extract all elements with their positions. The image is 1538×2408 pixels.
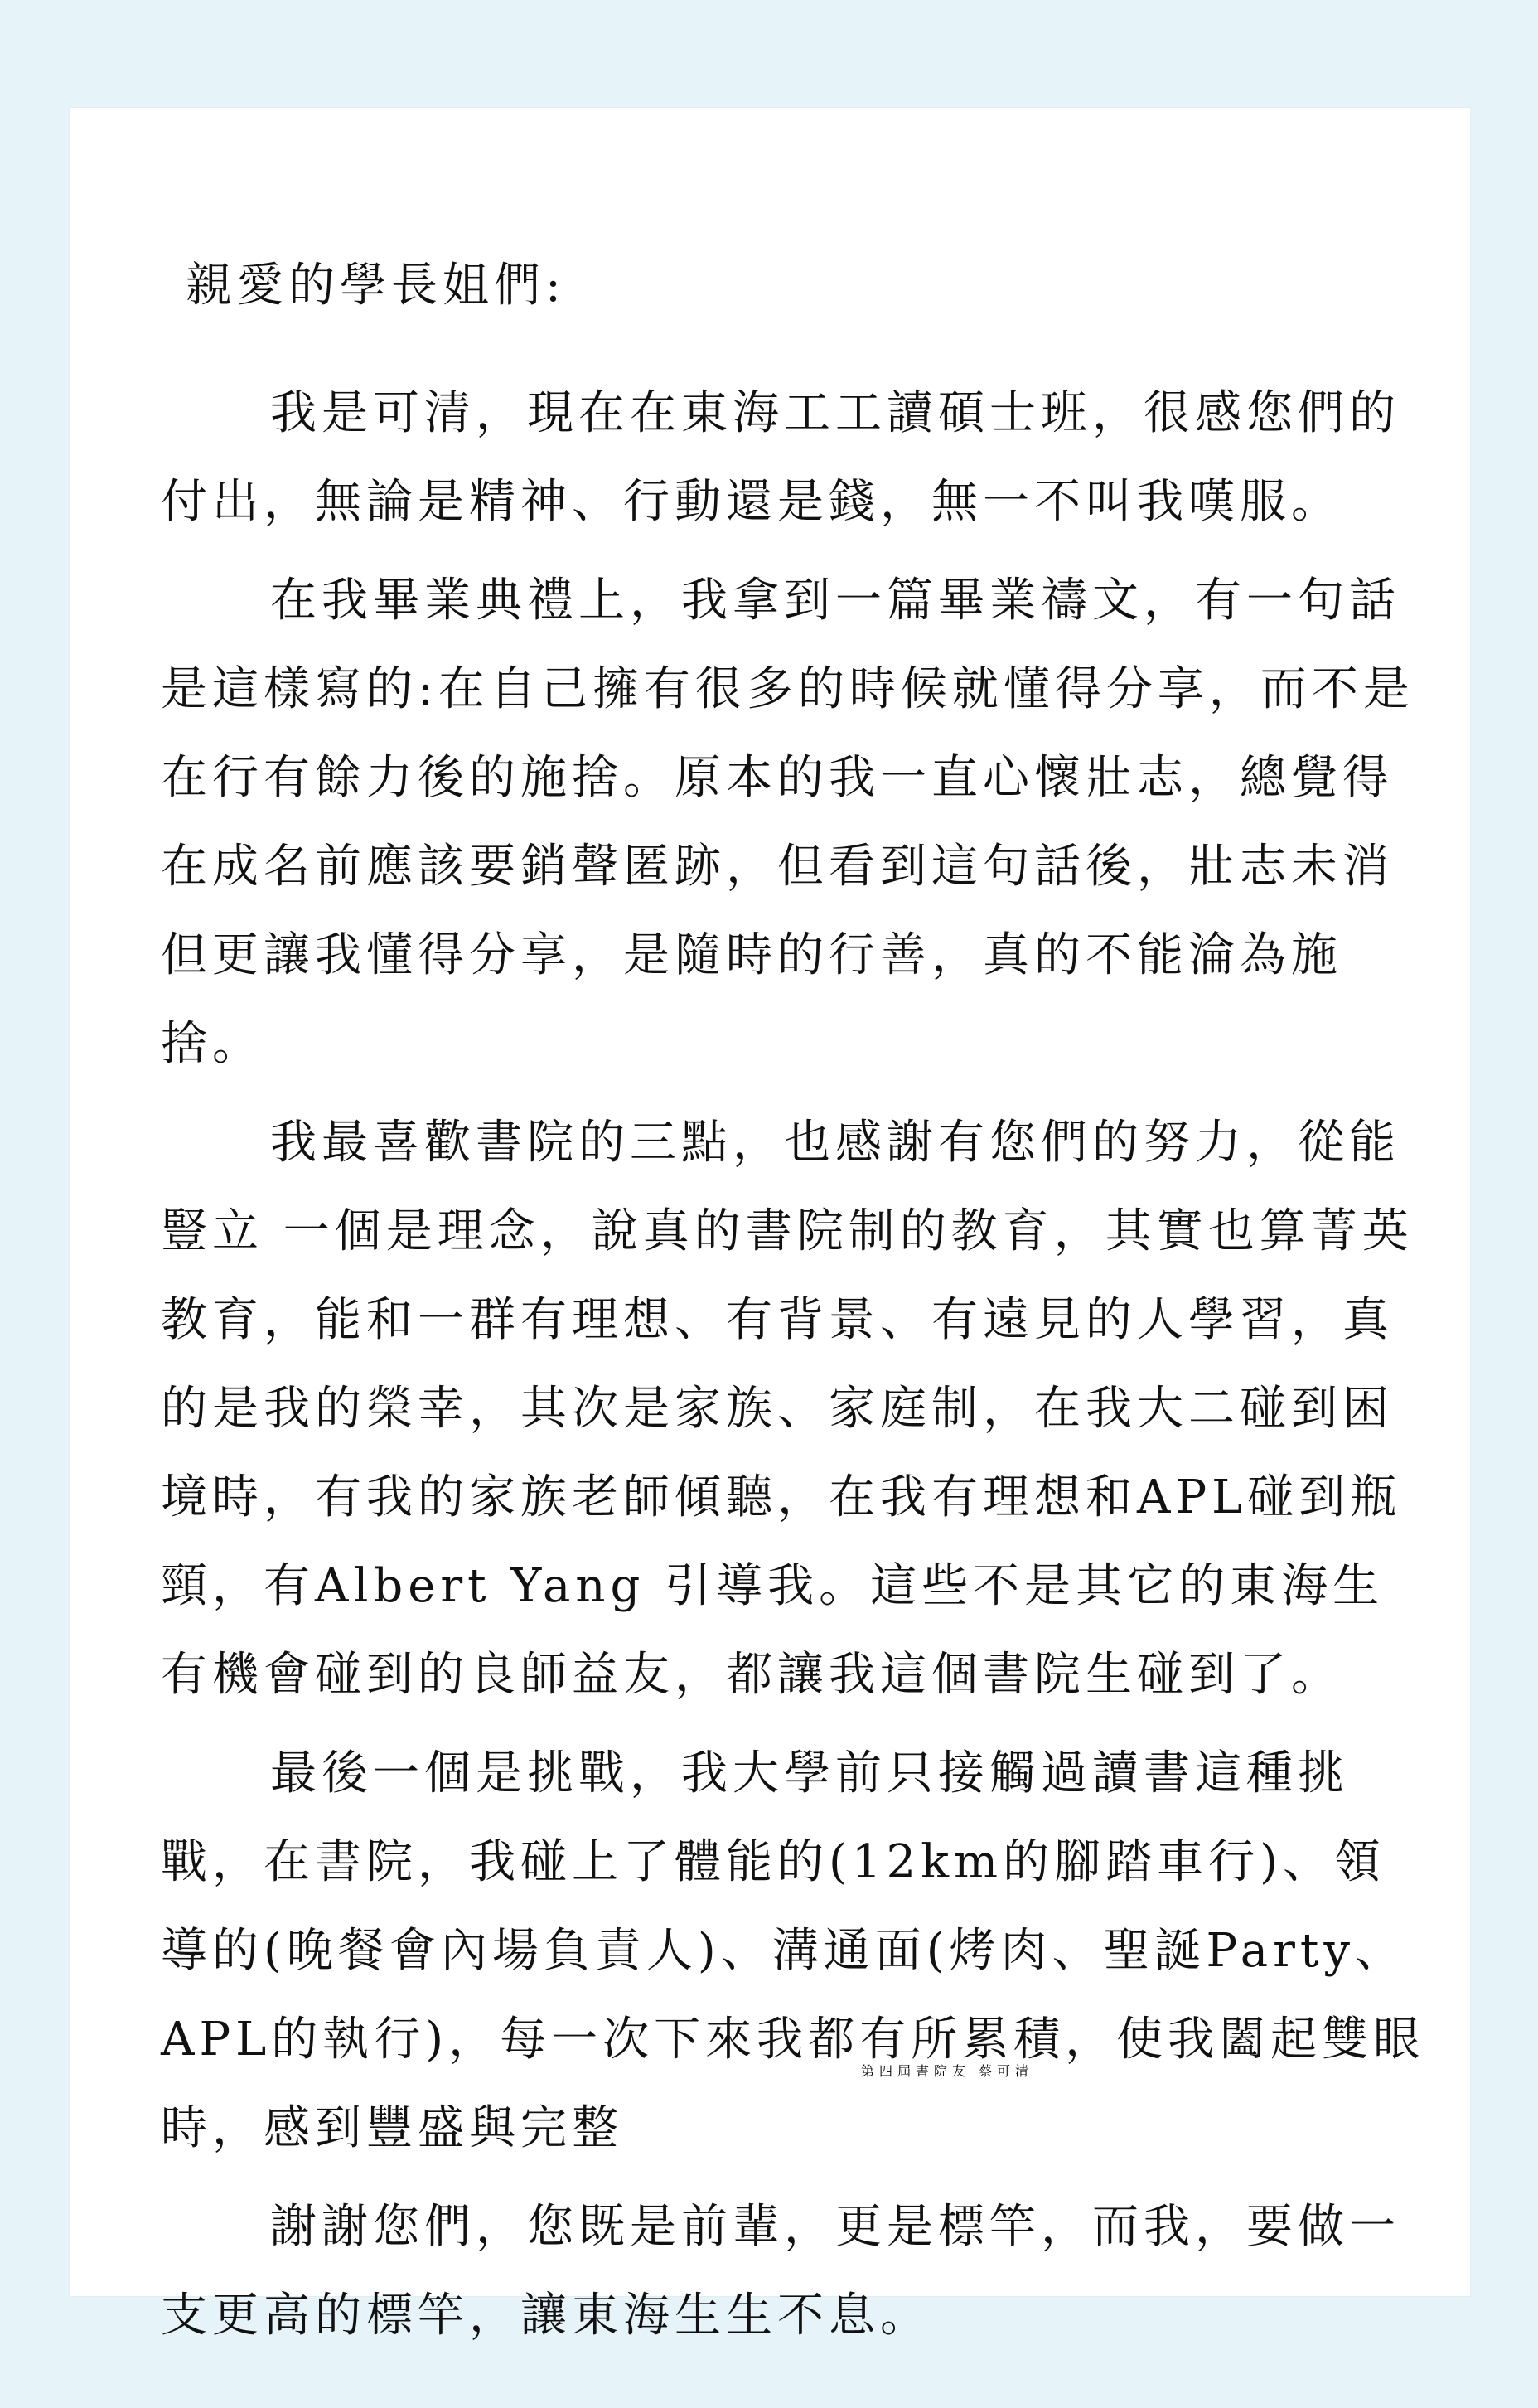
paragraph-three-points: 我最喜歡書院的三點，也感謝有您們的努力，從能豎立 一個是理念，說真的書院制的教育，其實也算菁英教育，能和一群有理想、有背景、有遠見的人學習，真的是我的榮幸，其次是家族、家庭制，在我大二碰到困境時，有我的家族老師傾聽，在我有理想和APL碰到瓶頸，有Albert Yang 引導我。這些不是其它的東海生有機會碰到的良師益友，都讓我這個書院生碰到了。 bbox=[161, 1116, 1414, 1702]
letter-sheet bbox=[70, 108, 1470, 2343]
letter-body bbox=[161, 240, 1429, 2370]
salutation: 親愛的學長姐們: bbox=[186, 259, 566, 313]
paragraph-thanks: 謝謝您們，您既是前輩，更是標竿，而我，要做一支更高的標竿，讓東海生生不息。 bbox=[161, 2200, 1400, 2343]
paragraph-graduation: 在我畢業典禮上，我拿到一篇畢業禱文，有一句話是這樣寫的:在自己擁有很多的時候就懂得分享，而不是在行有餘力後的施捨。原本的我一直心懷壯志，總覺得在成名前應該要銷聲匿跡，但看到這句話後，壯志未消但更讓我懂得分享，是隨時的行善，真的不能淪為施捨。 bbox=[161, 574, 1415, 1071]
signature: 第四屆書院友 蔡可清 bbox=[861, 2065, 1034, 2079]
paragraph-challenge: 最後一個是挑戰，我大學前只接觸過讀書這種挑戰，在書院，我碰上了體能的(12km的腳踏車行)、領導的(晚餐會內場負責人)、溝通面(烤肉、聖誕Party、APL的執行)，每一次下來我都有所累積，使我闔起雙眼時，感到豐盛與完整 bbox=[161, 1747, 1425, 2155]
paragraph-introduction: 我是可清，現在在東海工工讀碩士班，很感您們的付出，無論是精神、行動還是錢，無一不叫我嘆服。 bbox=[161, 386, 1400, 529]
